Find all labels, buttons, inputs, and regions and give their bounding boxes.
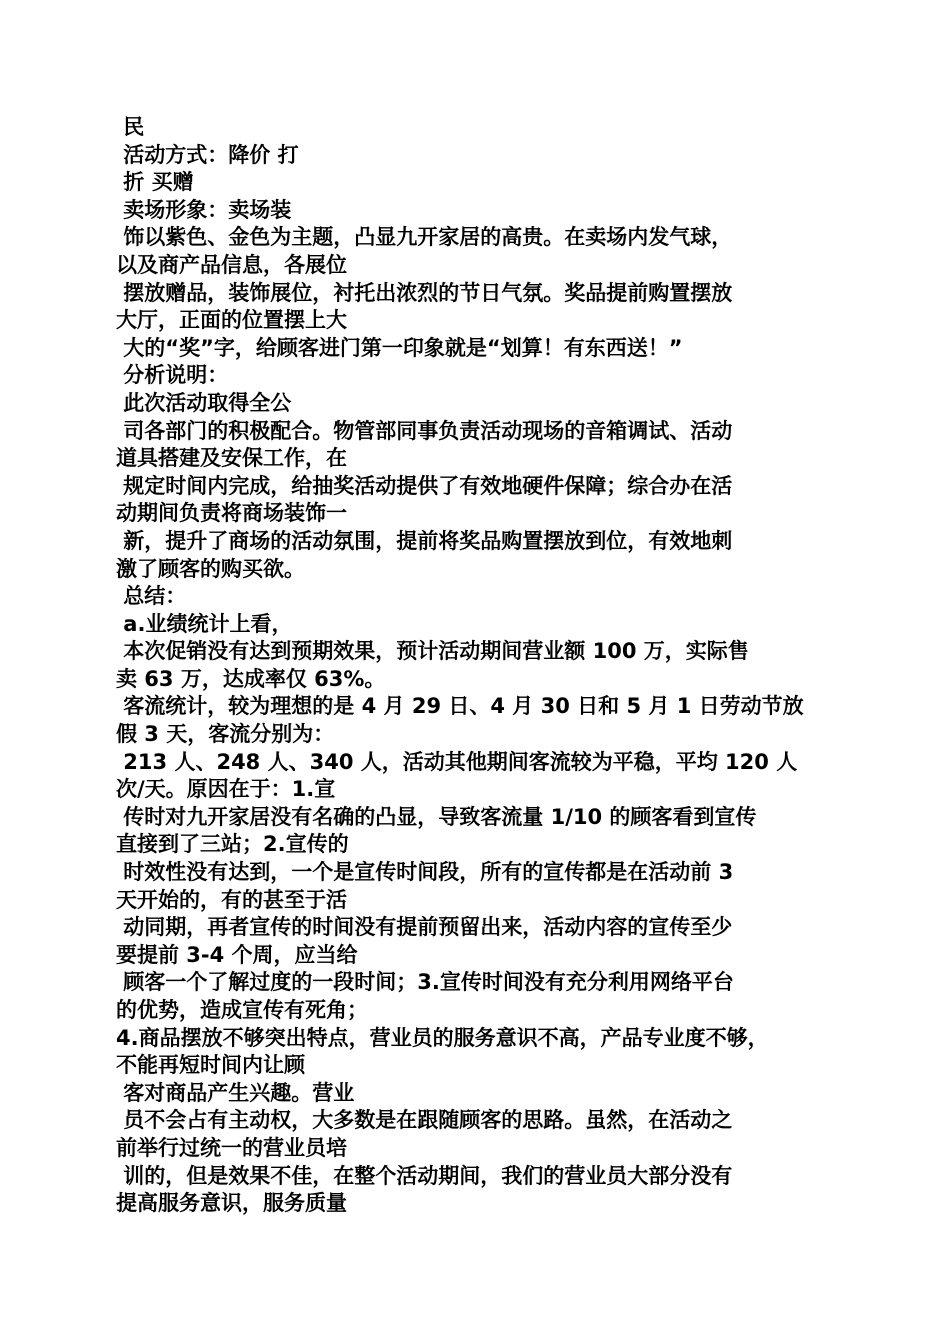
text-line: 激了顾客的购买欲。 xyxy=(116,556,305,581)
document-body xyxy=(116,114,846,1218)
text-line: 要提前 3-4 个周，应当给 xyxy=(116,942,358,967)
text-line: 直接到了三站；2.宣传的 xyxy=(116,832,349,857)
text-line: 以及商产品信息，各展位 xyxy=(116,252,347,277)
text-line: 卖场形象：卖场装 xyxy=(116,197,292,222)
text-line: 此次活动取得全公 xyxy=(116,390,292,415)
text-line: 活动方式：降价 打 xyxy=(116,142,299,167)
text-line: 天开始的，有的甚至于活 xyxy=(116,887,347,912)
text-line: 规定时间内完成，给抽奖活动提供了有效地硬件保障；综合办在活 xyxy=(116,473,733,498)
text-line: 道具搭建及安保工作，在 xyxy=(116,446,347,471)
text-line: 新，提升了商场的活动氛围，提前将奖品购置摆放到位，有效地刺 xyxy=(116,528,733,553)
text-line: 的优势，造成宣传有死角； xyxy=(116,998,368,1022)
text-line: 提高服务意识，服务质量 xyxy=(116,1191,347,1216)
text-line: 折 买赠 xyxy=(116,170,194,195)
text-line: 假 3 天，客流分别为： xyxy=(116,722,335,747)
text-line: a.业绩统计上看， xyxy=(116,611,293,636)
text-line: 顾客一个了解过度的一段时间；3.宣传时间没有充分利用网络平台 xyxy=(116,970,734,995)
text-line: 本次促销没有达到预期效果，预计活动期间营业额 100 万，实际售 xyxy=(116,639,749,664)
text-line: 不能再短时间内让顾 xyxy=(116,1053,305,1078)
text-line: 民 xyxy=(116,115,145,139)
text-line: 客对商品产生兴趣。营业 xyxy=(116,1080,355,1105)
text-line: 卖 63 万，达成率仅 63%。 xyxy=(116,666,386,691)
text-line: 213 人、248 人、340 人，活动其他期间客流较为平稳，平均 120 人 xyxy=(116,749,798,774)
text-line: 动期间负责将商场装饰一 xyxy=(116,501,347,526)
text-line: 动同期，再者宣传的时间没有提前预留出来，活动内容的宣传至少 xyxy=(116,915,733,940)
text-line: 司各部门的积极配合。物管部同事负责活动现场的音箱调试、活动 xyxy=(116,418,733,443)
text-line: 传时对九开家居没有名确的凸显，导致客流量 1/10 的顾客看到宣传 xyxy=(116,804,757,829)
text-line: 分析说明： xyxy=(116,363,229,388)
text-line: 摆放赠品，装饰展位，衬托出浓烈的节日气氛。奖品提前购置摆放 xyxy=(116,280,733,305)
text-line: 训的，但是效果不佳，在整个活动期间，我们的营业员大部分没有 xyxy=(116,1163,733,1188)
text-line: 总结： xyxy=(116,584,187,609)
text-line: 时效性没有达到，一个是宣传时间段，所有的宣传都是在活动前 3 xyxy=(116,860,734,885)
text-line: 员不会占有主动权，大多数是在跟随顾客的思路。虽然，在活动之 xyxy=(116,1108,733,1133)
text-line: 大厅，正面的位置摆上大 xyxy=(116,308,347,333)
text-line: 大的“奖”字，给顾客进门第一印象就是“划算！有东西送！” xyxy=(116,335,683,360)
text-line: 前举行过统一的营业员培 xyxy=(116,1135,347,1160)
text-line: 客流统计，较为理想的是 4 月 29 日、4 月 30 日和 5 月 1 日劳动节放 xyxy=(116,694,804,719)
text-line: 饰以紫色、金色为主题，凸显九开家居的高贵。在卖场内发气球， xyxy=(116,225,733,250)
text-line: 次/天。原因在于：1.宣 xyxy=(116,777,336,802)
text-line: 4.商品摆放不够突出特点，营业员的服务意识不高，产品专业度不够， xyxy=(116,1025,769,1050)
